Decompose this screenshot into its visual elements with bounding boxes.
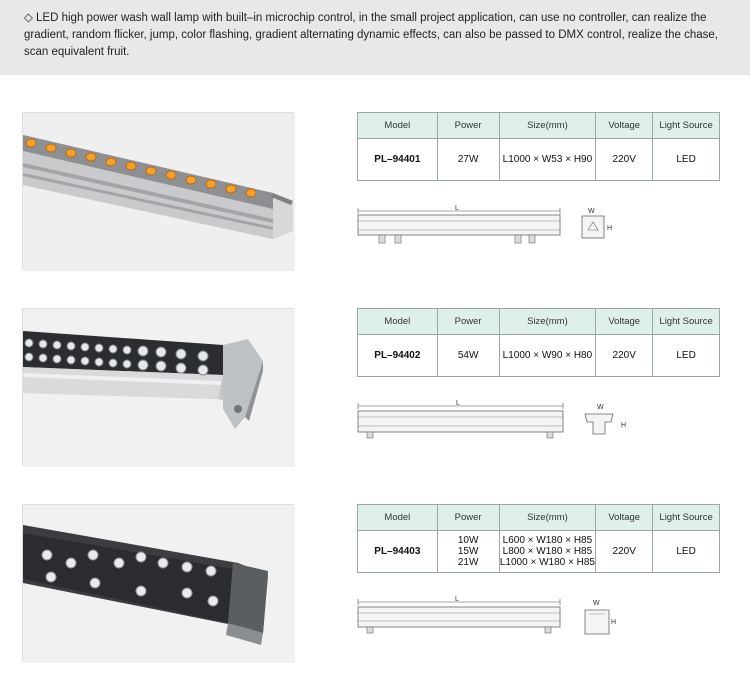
cell-voltage: 220V	[596, 335, 653, 377]
spec-table-2	[357, 308, 720, 377]
spec-table-1	[357, 112, 720, 181]
length-label: L	[455, 205, 459, 212]
length-label: L	[456, 400, 460, 407]
product-photo-1	[22, 112, 294, 270]
product-photo-2	[22, 308, 294, 466]
size-value: L1000 × W90 × H80	[502, 350, 593, 361]
power-value: 54W	[457, 350, 479, 361]
cell-model: PL–94401	[358, 139, 438, 181]
dimension-drawing-1	[355, 206, 615, 252]
intro-description: ◇ LED high power wash wall lamp with built–in microchip control, in the small project application, can use no controller, can realize the gradient, random flicker, jump, color flashing, gradient alternating dynamic effects, can also be passed to DMX control, realize the chase, scan equivalent fruit.	[0, 0, 750, 75]
cell-power	[437, 531, 499, 573]
width-label: W	[588, 208, 595, 215]
header-power: Power	[437, 505, 499, 531]
header-model: Model	[358, 505, 438, 531]
width-label: W	[593, 600, 600, 607]
spec-data-row	[358, 531, 720, 573]
spec-header-row	[358, 505, 720, 531]
dimension-drawing-3	[355, 596, 615, 642]
cell-light-source: LED	[653, 531, 720, 573]
cell-voltage: 220V	[596, 531, 653, 573]
height-label-2: H	[621, 422, 627, 429]
header-light-source: Light Source	[653, 113, 720, 139]
header-voltage: Voltage	[596, 505, 653, 531]
length-label: L	[455, 596, 459, 603]
width-label: W	[597, 404, 604, 411]
cell-power	[437, 139, 499, 181]
power-value: 27W	[457, 154, 479, 165]
cell-light-source: LED	[653, 335, 720, 377]
header-power: Power	[437, 309, 499, 335]
header-size: Size(mm)	[499, 309, 596, 335]
spec-table-3	[357, 504, 720, 573]
product-block-1	[0, 112, 750, 282]
header-size: Size(mm)	[499, 113, 596, 139]
header-model: Model	[358, 113, 438, 139]
cell-power	[437, 335, 499, 377]
header-voltage: Voltage	[596, 113, 653, 139]
spec-data-row	[358, 139, 720, 181]
size-value: L1000 × W180 × H85	[499, 557, 595, 568]
product-block-3	[0, 504, 750, 674]
cell-model: PL–94403	[358, 531, 438, 573]
power-value: 10W	[457, 535, 479, 546]
header-light-source: Light Source	[653, 309, 720, 335]
cell-size	[499, 335, 596, 377]
spec-header-row	[358, 309, 720, 335]
spec-data-row	[358, 335, 720, 377]
product-photo-3	[22, 504, 294, 662]
dimension-drawing-2	[355, 400, 615, 446]
product-block-2	[0, 308, 750, 478]
cell-voltage: 220V	[596, 139, 653, 181]
power-value: 15W	[457, 546, 479, 557]
cell-size	[499, 531, 596, 573]
size-value: L600 × W180 × H85	[502, 535, 593, 546]
height-label: H	[611, 619, 617, 626]
header-model: Model	[358, 309, 438, 335]
size-value: L800 × W180 × H85	[502, 546, 593, 557]
spec-header-row	[358, 113, 720, 139]
cell-model: PL–94402	[358, 335, 438, 377]
height-label: H	[607, 225, 613, 232]
cell-size	[499, 139, 596, 181]
header-size: Size(mm)	[499, 505, 596, 531]
cell-light-source: LED	[653, 139, 720, 181]
header-voltage: Voltage	[596, 309, 653, 335]
power-value: 21W	[457, 557, 479, 568]
header-power: Power	[437, 113, 499, 139]
header-light-source: Light Source	[653, 505, 720, 531]
size-value: L1000 × W53 × H90	[502, 154, 593, 165]
